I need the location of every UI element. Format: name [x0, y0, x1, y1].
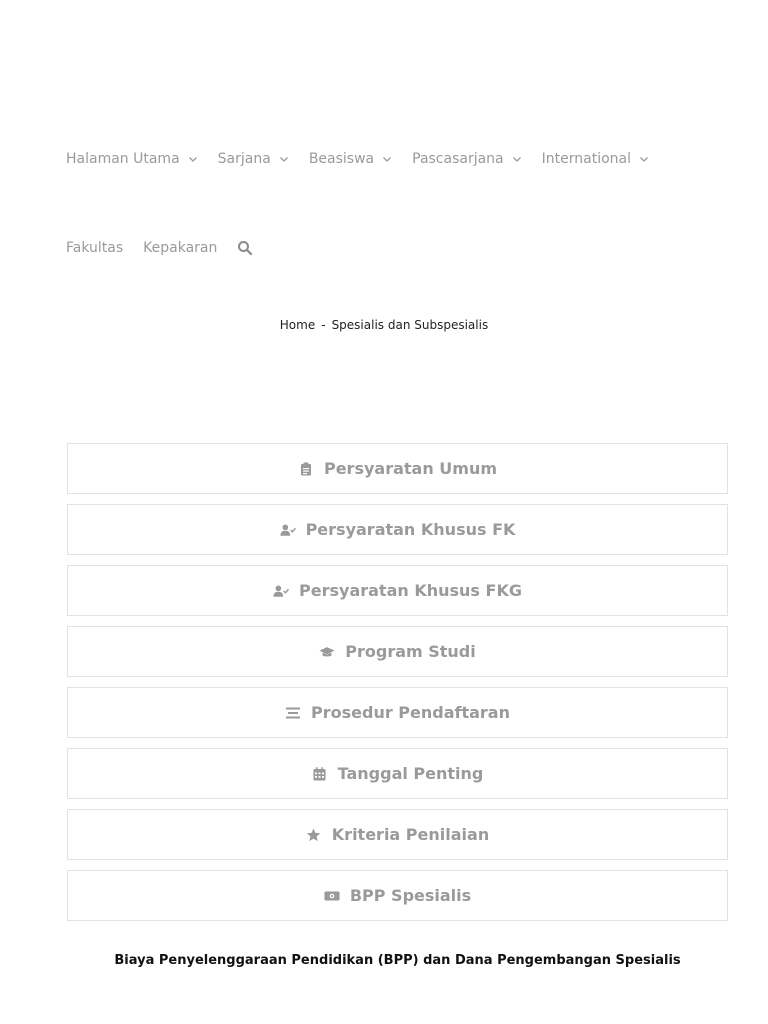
tab-bpp-spesialis[interactable] [67, 870, 728, 921]
calendar-icon [312, 766, 328, 782]
main-nav-secondary [66, 238, 253, 258]
chevron-down-icon [382, 154, 392, 164]
nav-item-fakultas[interactable] [66, 238, 123, 258]
nav-item-label: Pascasarjana [412, 151, 504, 167]
nav-item-label: Kepakaran [143, 240, 218, 256]
nav-item-beasiswa[interactable] [309, 149, 392, 169]
chevron-down-icon [188, 154, 198, 164]
nav-item-pascasarjana[interactable] [412, 149, 522, 169]
tab-program-studi[interactable] [67, 626, 728, 677]
money-icon [324, 888, 340, 904]
tab-label: Persyaratan Khusus FK [305, 520, 516, 539]
tab-label: Persyaratan Umum [323, 459, 498, 478]
chevron-down-icon [639, 154, 649, 164]
chevron-down-icon [279, 154, 289, 164]
nav-item-international[interactable] [542, 149, 649, 169]
breadcrumb-home-link[interactable]: Home [279, 318, 316, 332]
tab-label: Prosedur Pendaftaran [311, 703, 510, 722]
tab-label: Tanggal Penting [337, 764, 484, 783]
search-icon[interactable] [237, 240, 253, 256]
tab-persyaratan-khusus-fkg[interactable] [67, 565, 728, 616]
main-nav-primary [66, 149, 669, 169]
nav-item-label: Fakultas [66, 240, 124, 256]
nav-item-kepakaran[interactable] [143, 238, 217, 258]
user-check-icon [280, 522, 296, 538]
list-icon [285, 705, 301, 721]
chevron-down-icon [512, 154, 522, 164]
tab-persyaratan-umum[interactable] [67, 443, 728, 494]
tab-kriteria-penilaian[interactable] [67, 809, 728, 860]
clipboard-icon [298, 461, 314, 477]
tab-label: Persyaratan Khusus FKG [299, 581, 522, 600]
nav-item-label: International [541, 151, 631, 167]
tab-label: Program Studi [345, 642, 476, 661]
tab-label: Kriteria Penilaian [331, 825, 490, 844]
breadcrumb-separator: - [321, 318, 326, 332]
section-caption: Biaya Penyelenggaraan Pendidikan (BPP) dan Dana Pengembangan Spesialis [114, 953, 681, 968]
tab-persyaratan-khusus-fk[interactable] [67, 504, 728, 555]
star-icon [306, 827, 322, 843]
nav-item-label: Sarjana [217, 151, 271, 167]
tab-label: BPP Spesialis [349, 886, 472, 905]
nav-item-label: Beasiswa [308, 151, 375, 167]
breadcrumb-current: Spesialis dan Subspesialis [331, 318, 489, 332]
nav-item-halaman-utama[interactable] [66, 149, 198, 169]
graduation-cap-icon [319, 644, 335, 660]
tab-prosedur-pendaftaran[interactable] [67, 687, 728, 738]
tab-tanggal-penting[interactable] [67, 748, 728, 799]
breadcrumb [0, 316, 768, 334]
nav-item-label: Halaman Utama [66, 151, 180, 167]
info-tabs [67, 443, 728, 931]
user-check-icon [273, 583, 289, 599]
nav-item-sarjana[interactable] [218, 149, 289, 169]
